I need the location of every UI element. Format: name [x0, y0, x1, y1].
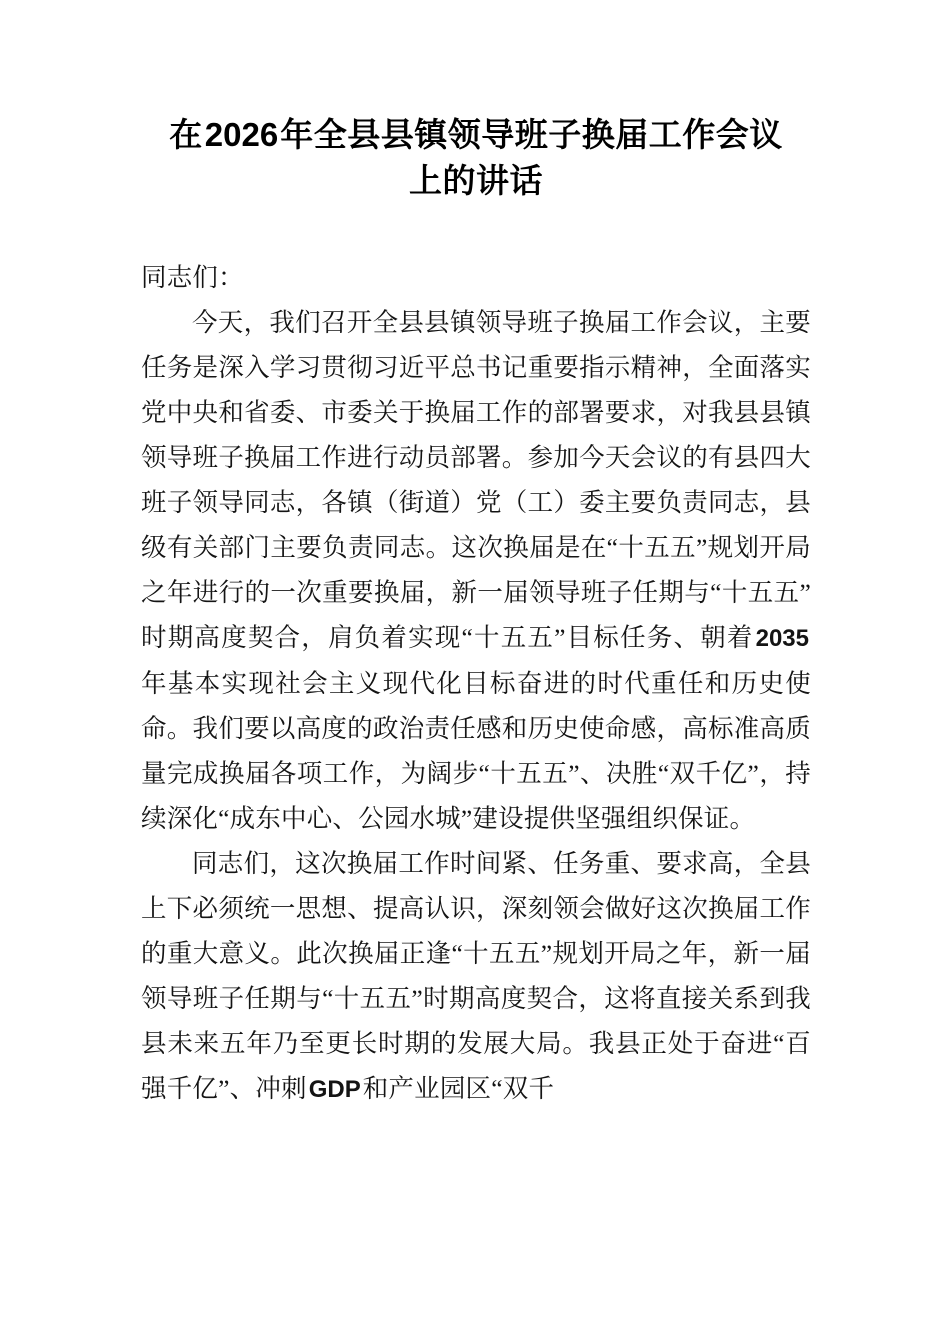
- document-body: [141, 255, 811, 1112]
- page-content: [141, 0, 811, 1112]
- body-paragraph-2: 同志们，这次换届工作时间紧、任务重、要求高，全县上下必须统一思想、提高认识，深刻领会做好这次换届工作的重大意义。此次换届正逢“十五五”规划开局之年，新一届领导班子任期与“十五五”时期高度契合，这将直接关系到我县未来五年乃至更长时期的发展大局。我县正处于奋进“百强千亿”、冲刺GDP和产业园区“双千: [141, 849, 811, 1103]
- inline-year-2035: 2035: [755, 625, 809, 652]
- inline-term-gdp: GDP: [308, 1076, 361, 1103]
- document-title-line-2: 上的讲话: [409, 162, 543, 199]
- salutation-line: 同志们：: [141, 263, 244, 292]
- document-title-line-1: 在2026年全县县镇领导班子换届工作会议: [169, 116, 783, 153]
- title-year-number: 2026: [204, 116, 279, 153]
- document-title: [141, 0, 811, 204]
- body-paragraph-1: 今天，我们召开全县县镇领导班子换届工作会议，主要任务是深入学习贯彻习近平总书记重要指示精神，全面落实党中央和省委、市委关于换届工作的部署要求，对我县县镇领导班子换届工作进行动员部署。参加今天会议的有县四大班子领导同志，各镇（街道）党（工）委主要负责同志，县级有关部门主要负责同志。这次换届是在“十五五”规划开局之年进行的一次重要换届，新一届领导班子任期与“十五五”时期高度契合，肩负着实现“十五五”目标任务、朝着2035年基本实现社会主义现代化目标奋进的时代重任和历史使命。我们要以高度的政治责任感和历史使命感，高标准高质量完成换届各项工作，为阔步“十五五”、决胜“双千亿”，持续深化“成东中心、公园水城”建设提供坚强组织保证。: [141, 308, 811, 833]
